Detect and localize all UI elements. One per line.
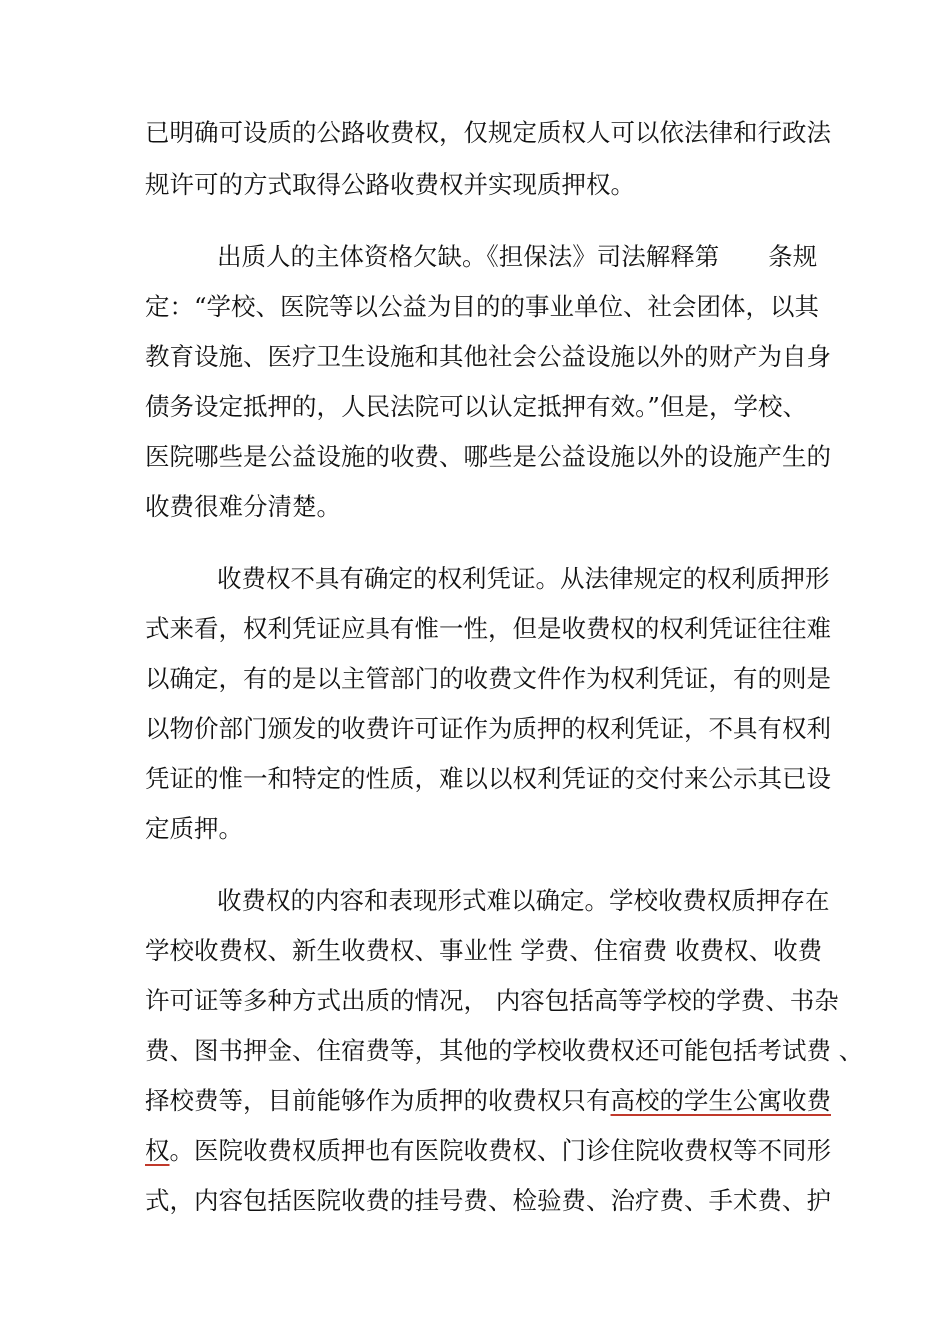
paragraph-4-line-2: 学校收费权、新生收费权、事业性 学费、住宿费 收费权、收费 bbox=[145, 936, 823, 965]
paragraph-2-line-6: 收费很难分清楚。 bbox=[145, 492, 341, 521]
paragraph-1-line-2: 规许可的方式取得公路收费权并实现质押权。 bbox=[145, 170, 635, 199]
paragraph-4-line-6 bbox=[145, 1134, 831, 1168]
paragraph-3-line-1: 收费权不具有确定的权利凭证。从法律规定的权利质押形 bbox=[217, 564, 830, 593]
paragraph-1-line-1: 已明确可设质的公路收费权，仅规定质权人可以依法律和行政法 bbox=[145, 118, 831, 147]
paragraph-4-line-3: 许可证等多种方式出质的情况， 内容包括高等学校的学费、书杂 bbox=[145, 986, 839, 1015]
paragraph-3-line-4: 以物价部门颁发的收费许可证作为质押的权利凭证，不具有权利 bbox=[145, 714, 831, 743]
underlined-phrase-end: 权 bbox=[145, 1136, 170, 1165]
paragraph-3-line-5: 凭证的惟一和特定的性质，难以以权利凭证的交付来公示其已设 bbox=[145, 764, 831, 793]
paragraph-2-line-4: 债务设定抵押的，人民法院可以认定抵押有效。”但是，学校、 bbox=[145, 392, 807, 421]
paragraph-4-line-4: 费、图书押金、住宿费等，其他的学校收费权还可能包括考试费 、 bbox=[145, 1036, 864, 1065]
paragraph-3-line-2: 式来看，权利凭证应具有惟一性，但是收费权的权利凭证往往难 bbox=[145, 614, 831, 643]
underlined-phrase: 高校的学生公寓收费 bbox=[610, 1086, 831, 1115]
paragraph-2-line-2: 定：“学校、医院等以公益为目的的事业单位、社会团体，以其 bbox=[145, 292, 820, 321]
paragraph-4-line-5 bbox=[145, 1084, 831, 1118]
paragraph-3-line-3: 以确定，有的是以主管部门的收费文件作为权利凭证，有的则是 bbox=[145, 664, 831, 693]
paragraph-2-line-3: 教育设施、医疗卫生设施和其他社会公益设施以外的财产为自身 bbox=[145, 342, 831, 371]
paragraph-2-line-1: 出质人的主体资格欠缺。《担保法》司法解释第 条规 bbox=[217, 242, 818, 271]
paragraph-4-line-5-text: 择校费等，目前能够作为质押的收费权只有 bbox=[145, 1086, 611, 1115]
paragraph-4-line-1: 收费权的内容和表现形式难以确定。学校收费权质押存在 bbox=[217, 886, 830, 915]
paragraph-2-line-5: 医院哪些是公益设施的收费、哪些是公益设施以外的设施产生的 bbox=[145, 442, 831, 471]
paragraph-4-line-7: 式，内容包括医院收费的挂号费、检验费、治疗费、手术费、护 bbox=[145, 1186, 831, 1215]
paragraph-3-line-6: 定质押。 bbox=[145, 814, 243, 843]
paragraph-4-line-6-text: 。医院收费权质押也有医院收费权、门诊住院收费权等不同形 bbox=[169, 1136, 831, 1165]
